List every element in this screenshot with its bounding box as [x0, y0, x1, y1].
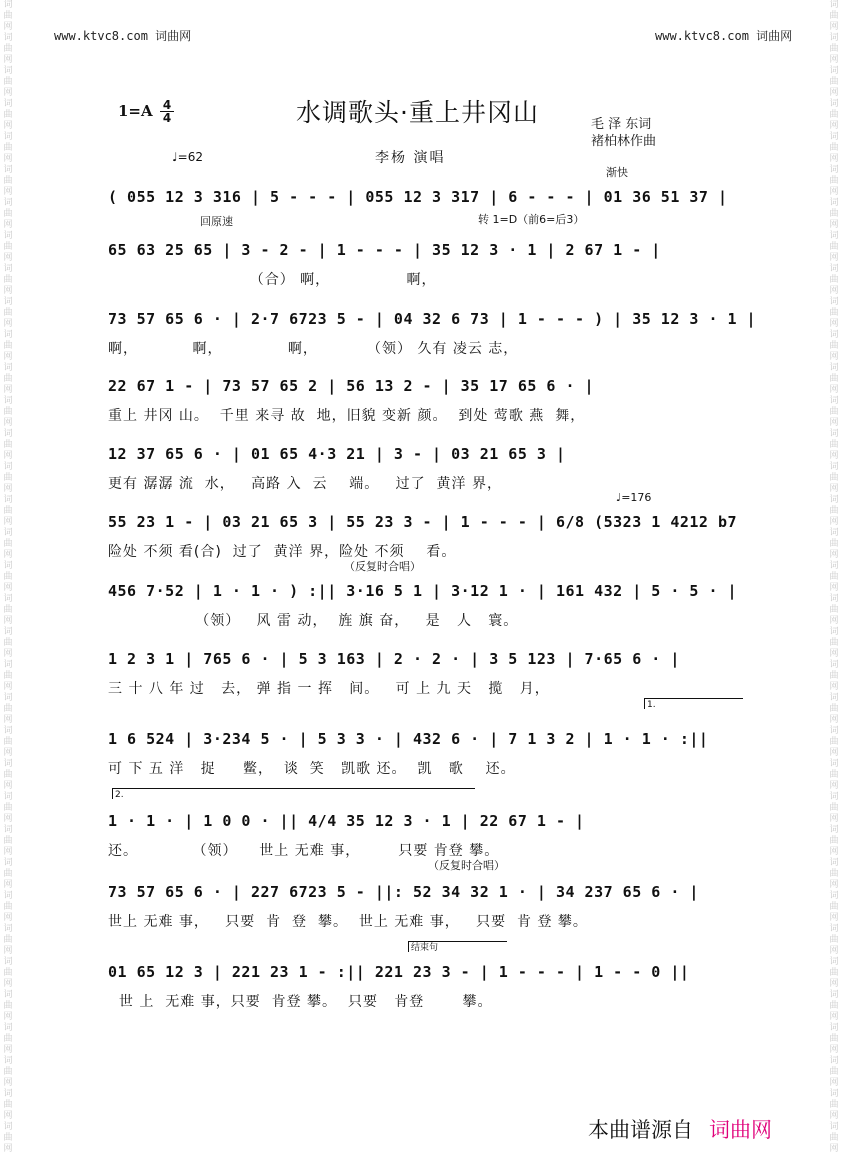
lyric-line: 更有 潺潺 流 水， 高路 入 云 端。 过了 黄洋 界， [108, 476, 503, 492]
composer: 褚柏林作曲 [591, 134, 657, 149]
lyric-line: 可 下 五 洋 捉 鳖， 谈 笑 凯歌 还。 凯 歌 还。 [108, 761, 516, 777]
watermark-glyph: 曲 [3, 869, 13, 879]
watermark-glyph: 词 [829, 231, 839, 241]
watermark-glyph: 网 [3, 352, 13, 362]
score-row [108, 943, 740, 1019]
watermark-glyph: 词 [3, 1089, 13, 1099]
watermark-glyph: 词 [3, 66, 13, 76]
watermark-glyph: 曲 [3, 1067, 13, 1077]
time-numerator: 4 [162, 98, 172, 112]
watermark-glyph: 词 [3, 792, 13, 802]
score-row [108, 491, 740, 569]
watermark-glyph: 词 [829, 198, 839, 208]
watermark-glyph: 网 [829, 781, 839, 791]
watermark-glyph: 网 [3, 715, 13, 725]
watermark-glyph: 词 [3, 132, 13, 142]
lyric-line: 世 上 无难 事，只要 肯登 攀。 只要 肯登 攀。 [108, 994, 493, 1010]
watermark-glyph: 词 [3, 297, 13, 307]
song-title: 水调歌头·重上井冈山 [296, 98, 539, 127]
time-signature [160, 99, 174, 124]
score-row [108, 642, 740, 706]
watermark-glyph: 曲 [3, 638, 13, 648]
score-row [108, 213, 740, 297]
notation-line: 22 67 1 - | 73 57 65 2 | 56 13 2 - | 35 17 65 6 · | [108, 377, 595, 395]
watermark-glyph: 词 [829, 726, 839, 736]
watermark-glyph: 网 [3, 748, 13, 758]
watermark-glyph: 网 [829, 22, 839, 32]
watermark-glyph: 网 [829, 1144, 839, 1154]
watermark-glyph: 曲 [3, 1133, 13, 1143]
watermark-glyph: 词 [829, 1056, 839, 1066]
watermark-glyph: 词 [3, 231, 13, 241]
watermark-glyph: 词 [3, 528, 13, 538]
watermark-glyph: 曲 [3, 1034, 13, 1044]
watermark-glyph: 曲 [829, 638, 839, 648]
watermark-glyph: 曲 [829, 308, 839, 318]
watermark-glyph: 词 [829, 66, 839, 76]
watermark-glyph: 网 [829, 814, 839, 824]
watermark-glyph: 曲 [829, 869, 839, 879]
watermark-glyph: 曲 [829, 1133, 839, 1143]
watermark-glyph: 网 [3, 451, 13, 461]
watermark-glyph: 词 [3, 1122, 13, 1132]
watermark-glyph: 曲 [3, 836, 13, 846]
watermark-glyph: 网 [829, 484, 839, 494]
watermark-glyph: 网 [829, 55, 839, 65]
watermark-glyph: 网 [829, 1045, 839, 1055]
lyric-line: 险处 不须 看(合) 过了 黄洋 界，险处 不须 看。 [108, 544, 457, 560]
watermark-glyph: 网 [829, 220, 839, 230]
watermark-glyph: 词 [3, 1056, 13, 1066]
watermark-glyph: 词 [829, 0, 839, 10]
watermark-glyph: 曲 [829, 803, 839, 813]
volta-bracket: 2. [112, 788, 475, 799]
watermark-glyph: 词 [3, 495, 13, 505]
watermark-glyph: 词 [3, 759, 13, 769]
credits [591, 116, 656, 150]
watermark-glyph: 网 [829, 748, 839, 758]
watermark-glyph: 网 [3, 847, 13, 857]
watermark-glyph: 网 [3, 286, 13, 296]
watermark-glyph: 曲 [829, 671, 839, 681]
watermark-glyph: 曲 [3, 44, 13, 54]
notation-line: 73 57 65 6 · | 2·7 6723 5 - | 04 32 6 73 | 1 - - - ) | 35 12 3 · 1 | [108, 310, 757, 328]
watermark-glyph: 曲 [829, 77, 839, 87]
watermark-glyph: 网 [829, 385, 839, 395]
watermark-glyph: 曲 [3, 209, 13, 219]
watermark-glyph: 曲 [829, 44, 839, 54]
watermark-glyph: 网 [3, 484, 13, 494]
watermark-glyph: 网 [3, 187, 13, 197]
watermark-glyph: 网 [3, 781, 13, 791]
watermark-glyph: 网 [3, 1045, 13, 1055]
watermark-glyph: 曲 [3, 770, 13, 780]
score-row [108, 302, 757, 366]
watermark-glyph: 网 [829, 418, 839, 428]
watermark-glyph: 网 [3, 616, 13, 626]
score-annotation: （反复时合唱） [344, 560, 421, 573]
watermark-glyph: 曲 [3, 308, 13, 318]
watermark-glyph: 曲 [829, 737, 839, 747]
watermark-glyph: 曲 [829, 935, 839, 945]
watermark-glyph: 网 [3, 253, 13, 263]
watermark-glyph: 曲 [3, 935, 13, 945]
site-url-left[interactable] [54, 27, 191, 44]
watermark-glyph: 网 [829, 847, 839, 857]
footer-source [588, 1114, 772, 1144]
watermark-glyph: 曲 [829, 572, 839, 582]
notation-line: 73 57 65 6 · | 227 6723 5 - ||: 52 34 32 1 · | 34 237 65 6 · | [108, 883, 699, 901]
watermark-glyph: 词 [829, 495, 839, 505]
right-watermark-strip [826, 0, 842, 1171]
watermark-glyph: 词 [3, 363, 13, 373]
watermark-glyph: 网 [829, 550, 839, 560]
score-row [108, 700, 740, 786]
watermark-glyph: 网 [3, 88, 13, 98]
watermark-glyph: 词 [3, 561, 13, 571]
watermark-glyph: 网 [829, 583, 839, 593]
watermark-glyph: 词 [3, 627, 13, 637]
watermark-glyph: 网 [829, 286, 839, 296]
lyric-line: 啊， 啊， 啊， （领） 久有 凌云 志， [108, 341, 519, 357]
watermark-glyph: 词 [829, 693, 839, 703]
watermark-glyph: 曲 [3, 506, 13, 516]
watermark-glyph: 词 [829, 462, 839, 472]
watermark-glyph: 网 [829, 616, 839, 626]
watermark-glyph: 网 [829, 715, 839, 725]
watermark-glyph: 词 [829, 627, 839, 637]
watermark-glyph: 网 [829, 88, 839, 98]
watermark-glyph: 网 [3, 517, 13, 527]
lyric-line: 重上 井冈 山。 千里 来寻 故 地，旧貌 变新 颜。 到处 莺歌 燕 舞， [108, 408, 586, 424]
watermark-glyph: 曲 [829, 605, 839, 615]
score-row [108, 790, 740, 868]
watermark-glyph: 词 [3, 0, 13, 10]
watermark-glyph: 词 [3, 957, 13, 967]
watermark-glyph: 曲 [3, 803, 13, 813]
watermark-glyph: 网 [3, 1078, 13, 1088]
watermark-glyph: 词 [829, 792, 839, 802]
watermark-glyph: 曲 [3, 176, 13, 186]
watermark-glyph: 网 [3, 22, 13, 32]
watermark-glyph: 曲 [829, 11, 839, 21]
watermark-glyph: 网 [829, 880, 839, 890]
watermark-glyph: 网 [829, 352, 839, 362]
watermark-glyph: 曲 [829, 902, 839, 912]
watermark-glyph: 词 [3, 660, 13, 670]
watermark-glyph: 网 [3, 814, 13, 824]
watermark-glyph: 曲 [829, 704, 839, 714]
lyricist: 毛 泽 东词 [591, 117, 652, 132]
watermark-glyph: 网 [3, 880, 13, 890]
watermark-glyph: 词 [3, 693, 13, 703]
watermark-glyph: 词 [829, 264, 839, 274]
notation-line: 01 65 12 3 | 221 23 1 - :|| 221 23 3 - | 1 - - - | 1 - - 0 || [108, 963, 690, 981]
lyric-line: 三 十 八 年 过 去， 弹 指 一 挥 间。 可 上 九 天 揽 月， [108, 681, 550, 697]
watermark-glyph: 词 [3, 1023, 13, 1033]
time-denominator: 4 [160, 111, 174, 124]
watermark-glyph: 网 [829, 517, 839, 527]
watermark-glyph: 网 [829, 319, 839, 329]
watermark-glyph: 网 [829, 187, 839, 197]
watermark-glyph: 曲 [829, 473, 839, 483]
watermark-glyph: 词 [3, 99, 13, 109]
watermark-glyph: 曲 [829, 1001, 839, 1011]
watermark-glyph: 曲 [829, 1100, 839, 1110]
watermark-glyph: 词 [3, 462, 13, 472]
watermark-glyph: 网 [3, 1144, 13, 1154]
watermark-glyph: 词 [3, 396, 13, 406]
watermark-glyph: 曲 [3, 473, 13, 483]
watermark-glyph: 词 [3, 429, 13, 439]
watermark-glyph: 曲 [3, 539, 13, 549]
watermark-glyph: 曲 [829, 341, 839, 351]
watermark-glyph: 曲 [3, 275, 13, 285]
site-name-text: 词曲网 [155, 29, 192, 43]
notation-line: ( 055 12 3 316 | 5 - - - | 055 12 3 317 | 6 - - - | 01 36 51 37 | [108, 188, 728, 206]
watermark-glyph: 曲 [829, 407, 839, 417]
watermark-glyph: 网 [829, 649, 839, 659]
watermark-glyph: 网 [829, 1078, 839, 1088]
notation-line: 55 23 1 - | 03 21 65 3 | 55 23 3 - | 1 - - - | 6/8 (5323 1 4212 b7 [108, 513, 738, 531]
score-annotation: 渐快 [606, 166, 628, 179]
watermark-glyph: 网 [829, 253, 839, 263]
watermark-glyph: 词 [3, 825, 13, 835]
watermark-glyph: 词 [829, 891, 839, 901]
watermark-glyph: 词 [829, 99, 839, 109]
watermark-glyph: 词 [829, 957, 839, 967]
watermark-glyph: 曲 [3, 737, 13, 747]
watermark-glyph: 词 [829, 759, 839, 769]
site-url-text: www.ktvc8.com [54, 29, 148, 43]
watermark-glyph: 词 [3, 264, 13, 274]
watermark-glyph: 词 [3, 891, 13, 901]
watermark-glyph: 曲 [3, 11, 13, 21]
watermark-glyph: 词 [3, 33, 13, 43]
score-row [108, 369, 740, 433]
watermark-glyph: 曲 [829, 506, 839, 516]
watermark-glyph: 曲 [3, 1001, 13, 1011]
watermark-glyph: 曲 [3, 407, 13, 417]
watermark-glyph: 曲 [829, 1034, 839, 1044]
watermark-glyph: 网 [3, 649, 13, 659]
site-name-text: 词曲网 [756, 29, 793, 43]
watermark-glyph: 网 [829, 913, 839, 923]
tempo-mark: ♩=62 [172, 150, 203, 164]
watermark-glyph: 网 [3, 154, 13, 164]
watermark-glyph: 词 [3, 858, 13, 868]
watermark-glyph: 词 [829, 33, 839, 43]
watermark-glyph: 词 [829, 660, 839, 670]
score-row [108, 560, 740, 638]
volta-bracket: 1. [644, 698, 743, 709]
watermark-glyph: 网 [3, 913, 13, 923]
score-row [108, 859, 740, 939]
notation-line: 1 · 1 · | 1 0 0 · || 4/4 35 12 3 · 1 | 22 67 1 - | [108, 812, 585, 830]
watermark-glyph: 曲 [3, 902, 13, 912]
singer: 李杨 演唱 [375, 150, 446, 166]
watermark-glyph: 曲 [829, 539, 839, 549]
watermark-glyph: 词 [829, 990, 839, 1000]
watermark-glyph: 曲 [3, 341, 13, 351]
site-url-right[interactable] [655, 27, 792, 44]
footer-label: 本曲谱源自 [588, 1118, 693, 1142]
watermark-glyph: 网 [829, 1012, 839, 1022]
watermark-glyph: 曲 [3, 374, 13, 384]
watermark-glyph: 网 [3, 682, 13, 692]
watermark-glyph: 词 [829, 297, 839, 307]
watermark-glyph: 曲 [829, 968, 839, 978]
watermark-glyph: 网 [3, 220, 13, 230]
watermark-glyph: 网 [829, 451, 839, 461]
watermark-glyph: 词 [829, 429, 839, 439]
watermark-glyph: 网 [829, 154, 839, 164]
watermark-glyph: 词 [829, 594, 839, 604]
watermark-glyph: 曲 [829, 143, 839, 153]
notation-line: 1 6 524 | 3·234 5 · | 5 3 3 · | 432 6 · | 7 1 3 2 | 1 · 1 · :|| [108, 730, 709, 748]
volta-bracket: 结束句 [408, 941, 507, 952]
watermark-glyph: 词 [829, 528, 839, 538]
site-url-text: www.ktvc8.com [655, 29, 749, 43]
watermark-glyph: 曲 [3, 1100, 13, 1110]
watermark-glyph: 网 [3, 979, 13, 989]
watermark-glyph: 曲 [3, 704, 13, 714]
watermark-glyph: 曲 [3, 110, 13, 120]
watermark-glyph: 网 [3, 583, 13, 593]
watermark-glyph: 词 [3, 990, 13, 1000]
key-signature: 1=A [118, 102, 153, 120]
watermark-glyph: 曲 [3, 671, 13, 681]
watermark-glyph: 曲 [829, 374, 839, 384]
watermark-glyph: 词 [3, 594, 13, 604]
watermark-glyph: 曲 [829, 209, 839, 219]
watermark-glyph: 词 [829, 330, 839, 340]
watermark-glyph: 网 [3, 550, 13, 560]
watermark-glyph: 曲 [3, 440, 13, 450]
watermark-glyph: 词 [829, 1023, 839, 1033]
watermark-glyph: 曲 [829, 110, 839, 120]
lyric-line: 还。 （领） 世上 无难 事， 只要 肯登 攀。 [108, 843, 500, 859]
watermark-glyph: 网 [3, 1111, 13, 1121]
score-annotation: 回原速 [200, 215, 233, 228]
watermark-glyph: 曲 [829, 1067, 839, 1077]
watermark-glyph: 词 [829, 561, 839, 571]
watermark-glyph: 曲 [3, 968, 13, 978]
watermark-glyph: 曲 [3, 605, 13, 615]
watermark-glyph: 曲 [3, 143, 13, 153]
watermark-glyph: 网 [3, 1012, 13, 1022]
watermark-glyph: 曲 [3, 572, 13, 582]
score-annotation: 转 1=D（前6=后3） [478, 213, 585, 226]
watermark-glyph: 曲 [829, 275, 839, 285]
lyric-line: （合） 啊， 啊， [108, 272, 437, 288]
watermark-glyph: 词 [3, 330, 13, 340]
notation-line: 65 63 25 65 | 3 - 2 - | 1 - - - | 35 12 3 · 1 | 2 67 1 - | [108, 241, 661, 259]
watermark-glyph: 曲 [829, 176, 839, 186]
watermark-glyph: 网 [829, 979, 839, 989]
notation-line: 456 7·52 | 1 · 1 · ) :|| 3·16 5 1 | 3·12 1 · | 161 432 | 5 · 5 · | [108, 582, 738, 600]
watermark-glyph: 曲 [829, 242, 839, 252]
score-annotation: ♩=176 [616, 491, 652, 504]
watermark-glyph: 网 [3, 418, 13, 428]
notation-line: 12 37 65 6 · | 01 65 4·3 21 | 3 - | 03 21 65 3 | [108, 445, 566, 463]
watermark-glyph: 词 [829, 1122, 839, 1132]
watermark-glyph: 词 [829, 363, 839, 373]
watermark-glyph: 词 [3, 726, 13, 736]
watermark-glyph: 词 [829, 396, 839, 406]
watermark-glyph: 曲 [3, 242, 13, 252]
watermark-glyph: 网 [3, 121, 13, 131]
watermark-glyph: 曲 [829, 770, 839, 780]
watermark-glyph: 词 [3, 165, 13, 175]
watermark-glyph: 网 [3, 385, 13, 395]
watermark-glyph: 网 [3, 946, 13, 956]
watermark-glyph: 网 [3, 55, 13, 65]
watermark-glyph: 曲 [829, 836, 839, 846]
score-annotation: （反复时合唱） [428, 859, 505, 872]
watermark-glyph: 曲 [3, 77, 13, 87]
watermark-glyph: 词 [829, 825, 839, 835]
watermark-glyph: 网 [3, 319, 13, 329]
watermark-glyph: 词 [829, 858, 839, 868]
watermark-glyph: 词 [829, 132, 839, 142]
watermark-glyph: 词 [3, 924, 13, 934]
lyric-line: 世上 无难 事， 只要 肯 登 攀。 世上 无难 事， 只要 肯 登 攀。 [108, 914, 588, 930]
watermark-glyph: 词 [829, 1089, 839, 1099]
watermark-glyph: 网 [829, 1111, 839, 1121]
footer-brand[interactable]: 词曲网 [709, 1118, 772, 1142]
watermark-glyph: 网 [829, 946, 839, 956]
watermark-glyph: 词 [829, 165, 839, 175]
lyric-line: （领） 风 雷 动， 旌 旗 奋， 是 人 寰。 [108, 613, 519, 629]
watermark-glyph: 网 [829, 682, 839, 692]
watermark-glyph: 词 [3, 198, 13, 208]
watermark-glyph: 词 [829, 924, 839, 934]
watermark-glyph: 网 [829, 121, 839, 131]
watermark-glyph: 曲 [829, 440, 839, 450]
left-watermark-strip [0, 0, 16, 1171]
notation-line: 1 2 3 1 | 765 6 · | 5 3 163 | 2 · 2 · | 3 5 123 | 7·65 6 · | [108, 650, 680, 668]
